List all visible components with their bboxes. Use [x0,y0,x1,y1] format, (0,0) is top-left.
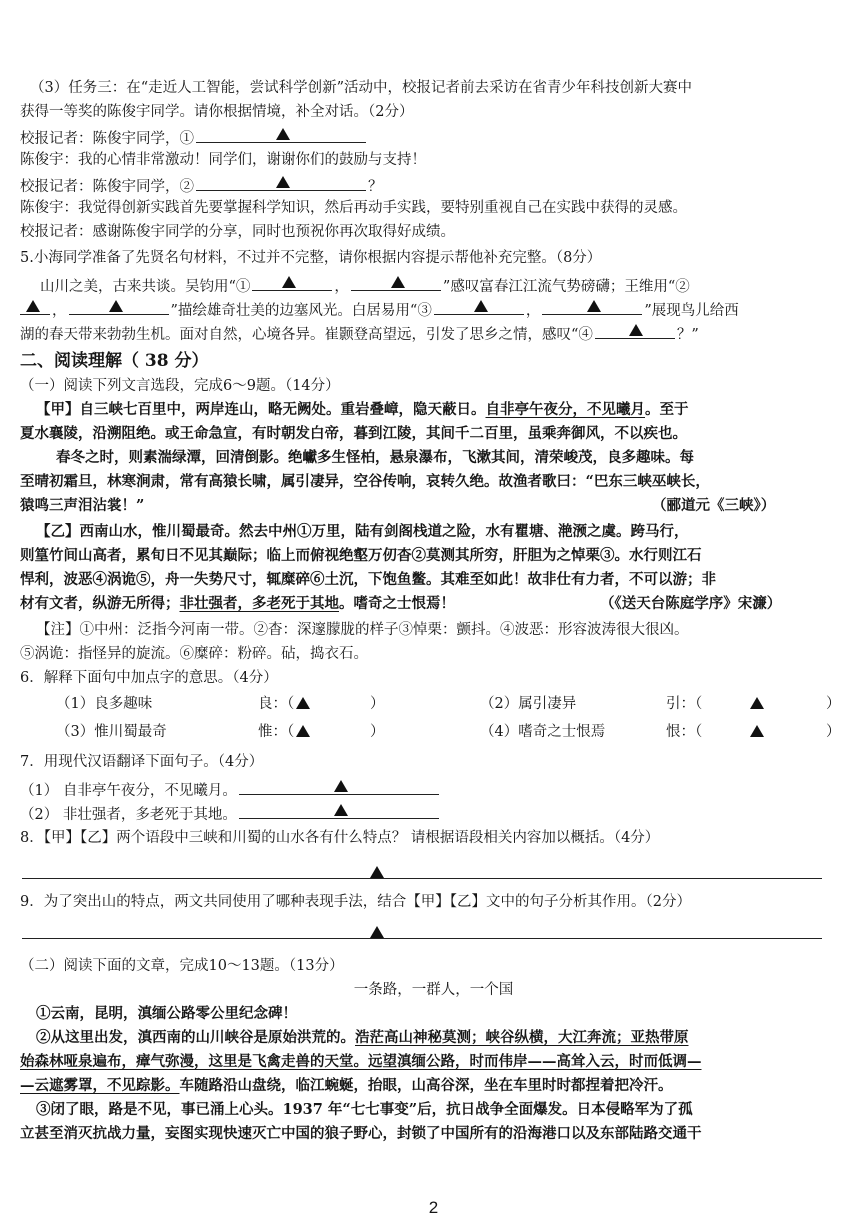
q5-text-1b: ”感叹富春江江流气势磅礴；王维用“② [442,279,690,295]
q6-item-1-label: （1）良多趣味 [56,696,153,712]
q6-item-4-char: 恨：（ [666,724,703,740]
jia-line-2: 夏水襄陵，沿溯阻绝。或王命急宣，有时朝发白帝，暮到江陵，其间千二百里，虽乘奔御风，不以疾也。 [20,425,687,442]
modern-intro: （二）阅读下面的文章，完成10～13题。（13分） [20,958,344,974]
jia-underlined-sentence: 自非亭午夜分，不见曦月 [485,401,645,418]
triangle-mark-icon [370,866,384,878]
q6-item-2-close: ） [826,696,841,712]
jia-line-4: 至晴初霜旦，林寒涧肃，常有高猿长啸，属引凄异，空谷传响，哀转久绝。故渔者歌曰：“巴东三峡巫峡长， [20,473,710,490]
q9-stem: 9．为了突出山的特点，两文共同使用了哪种表现手法，结合【甲】【乙】文中的句子分析其作用。（2分） [20,894,691,910]
q5-blank-4[interactable] [595,322,675,339]
answer-blank-1[interactable] [196,126,366,143]
q6-item-3-char: 惟：（ [258,724,295,740]
q5-text-1a: 山川之美，古来共谈。吴钧用“① [40,279,251,295]
q7-sentence-2 [20,802,845,825]
jia-source: （郦道元《三峡》） [652,497,776,514]
q5-para-1: 山川之美，古来共谈。吴钧用“① ， ”感叹富春江江流气势磅礴；王维用“② [40,274,845,297]
q5-para-3 [20,322,845,345]
q5-text-2a: ”描绘雄奇壮美的边塞风光。白居易用“③ [170,303,432,319]
modern-p4-text: 车随路沿山盘绕，临江蜿蜒，抬眼，山高谷深，坐在车里时时都捏着把冷汗。 [179,1077,673,1094]
modern-p2-underlined: 浩茫高山神秘莫测；峡谷纵横，大江奔流；亚热带原 [355,1029,689,1046]
q7-s2-text: （2） 非壮强者，多老死于其地。 [20,807,237,823]
task3-line1: （3）任务三：在“走近人工智能，尝试科学创新”活动中，校报记者前去采访在省青少年科技创新大赛中 [30,80,693,96]
note-line-2: ⑤涡诡：指怪异的旋流。⑥糜碎：粉碎。砧，捣衣石。 [20,646,368,662]
triangle-mark-icon [629,324,643,336]
modern-p4-underlined: —云遮雾罩，不见踪影。 [20,1077,180,1094]
yi-text-4a: 材有文者，纵游无所得； [20,595,180,612]
triangle-mark-icon [276,176,290,188]
triangle-mark-icon [296,697,310,709]
jia-text-5: 猿鸣三声泪沾裳！” [20,497,145,514]
triangle-mark-icon [26,300,40,312]
q5-text-2b: ”展现鸟儿给西 [644,303,739,319]
q8-stem: 8．【甲】【乙】两个语段中三峡和川蜀的山水各有什么特点？ 请根据语段相关内容加以概括。（4分） [20,830,660,846]
modern-para-1: ①云南，昆明，滇缅公路零公里纪念碑！ [36,1005,297,1022]
modern-p3-underlined: 始森林哑泉遍布，瘴气弥漫，这里是飞禽走兽的天堂。远望滇缅公路，时而伟岸——高耸入云，时而低调— [20,1053,702,1070]
yi-source: （《送天台陈庭学序》宋濂） [600,595,782,612]
q8-answer-line[interactable] [22,878,822,879]
task3-chen-2: 陈俊宇：我觉得创新实践首先要掌握科学知识，然后再动手实践，要特别重视自己在实践中获得的灵感。 [20,200,687,216]
q6-item-1-char: 良：（ [258,696,295,712]
jia-text-1b: 。至于 [645,401,689,418]
triangle-mark-icon [276,128,290,140]
q5-blank-3a[interactable] [434,298,524,315]
yi-underlined-sentence: 非壮强者，多老死于其地 [179,595,339,612]
triangle-mark-icon [334,804,348,816]
jia-line-1 [36,400,845,420]
triangle-mark-icon [282,276,296,288]
reporter-2-text: 校报记者：陈俊宇同学，② [20,179,194,195]
triangle-mark-icon [296,725,310,737]
modern-para-3 [20,1052,845,1072]
triangle-mark-icon [750,725,764,737]
yi-line-1: 【乙】西南山水，惟川蜀最奇。然去中州①万里，陆有剑阁栈道之险，水有瞿塘、滟滪之虞。跨马行， [36,523,689,540]
modern-para-4 [20,1076,845,1096]
q6-item-4-label: （4）嗜奇之士恨焉 [480,724,606,740]
triangle-mark-icon [750,697,764,709]
modern-para-2 [36,1028,845,1048]
q7-stem: 7．用现代汉语翻译下面句子。（4分） [20,754,264,770]
task3-reporter-1 [20,126,845,149]
q7-sentence-1 [20,778,845,801]
q7-s1-text: （1） 自非亭午夜分，不见曦月。 [20,783,237,799]
modern-para-6: 立甚至消灭抗战力量，妄图实现快速灭亡中国的狼子野心，封锁了中国所有的沿海港口以及东部陆路交通干 [20,1125,702,1142]
triangle-mark-icon [474,300,488,312]
q6-item-4-close: ） [826,724,841,740]
q6-item-3-close: ） [370,724,385,740]
modern-para-5: ③闭了眼，路是不见，事已涌上心头。1937 年“七七事变”后，抗日战争全面爆发。日本侵略军为了孤 [36,1101,693,1118]
yi-line-3: 悍利，波恶④涡诡⑤，舟一失势尺寸，辄糜碎⑥土沉，下饱鱼鳖。其难至如此！故非仕有力者，不可以游；非 [20,571,716,588]
part2-title: 二、阅读理解（ 38 分） [20,351,209,371]
q5-blank-1a[interactable] [252,274,332,291]
page-number: 2 [428,1198,439,1217]
q9-answer-line[interactable] [22,938,822,939]
q5-blank-2b[interactable] [69,298,169,315]
q6-stem: 6．解释下面句中加点字的意思。（4分） [20,670,278,686]
note-line-1: 【注】①中州：泛指今河南一带。②杳：深邃朦胧的样子③悼栗：颤抖。④波恶：形容波涛很大很凶。 [36,622,689,638]
q5-blank-1b[interactable] [351,274,441,291]
q5-text-3a: 湖的春天带来勃勃生机。面对自然，心境各异。崔颢登高望远，引发了思乡之情，感叹“④ [20,327,593,343]
triangle-mark-icon [334,780,348,792]
q6-item-2-char: 引：（ [666,696,703,712]
yi-line-4 [20,594,845,614]
jia-text-1a: 【甲】自三峡七百里中，两岸连山，略无阙处。重岩叠嶂，隐天蔽日。 [36,401,486,418]
triangle-mark-icon [587,300,601,312]
q5-text-3b: ？” [676,327,699,343]
reporter-1-text: 校报记者：陈俊宇同学，① [20,131,194,147]
q5-blank-3b[interactable] [542,298,642,315]
wenyan-intro: （一）阅读下列文言选段，完成6～9题。（14分） [20,378,340,394]
triangle-mark-icon [109,300,123,312]
jia-line-5 [20,496,845,516]
q6-item-3-label: （3）惟川蜀最奇 [56,724,167,740]
q6-item-1-close: ） [370,696,385,712]
task3-line2: 获得一等奖的陈俊宇同学。请你根据情境，补全对话。（2分） [20,104,414,120]
task3-chen-1: 陈俊宇：我的心情非常激动！同学们，谢谢你们的鼓励与支持！ [20,152,426,168]
q5-stem: 5.小海同学准备了先贤名句材料，不过并不完整，请你根据内容提示帮他补充完整。（8分） [20,250,602,266]
triangle-mark-icon [370,926,384,938]
triangle-mark-icon [391,276,405,288]
yi-line-2: 则篁竹间山高者，累旬日不见其巅际；临上而俯视绝壑万仞杳②莫测其所穷，肝胆为之悼栗③。水行则江石 [20,547,702,564]
modern-title: 一条路，一群人，一个国 [353,982,514,998]
task3-reporter-2 [20,174,845,197]
yi-text-4b: 。嗜奇之士恨焉！ [339,595,455,612]
answer-blank-2[interactable] [196,174,366,191]
reporter-2-end: ？ [368,179,383,195]
q7-answer-1[interactable] [239,778,439,795]
q7-answer-2[interactable] [239,802,439,819]
q5-para-2: ， ”描绘雄奇壮美的边塞风光。白居易用“③ ， ”展现鸟儿给西 [20,298,845,321]
task3-reporter-3: 校报记者：感谢陈俊宇同学的分享，同时也预祝你再次取得好成绩。 [20,224,455,240]
jia-line-3: 春冬之时，则素湍绿潭，回清倒影。绝巘多生怪柏，悬泉瀑布，飞漱其间，清荣峻茂，良多趣味。每 [56,449,694,466]
q6-item-2-label: （2）属引凄异 [480,696,577,712]
q5-blank-2a[interactable] [20,298,50,315]
modern-p2-text: ②从这里出发，滇西南的山川峡谷是原始洪荒的。 [36,1029,355,1046]
